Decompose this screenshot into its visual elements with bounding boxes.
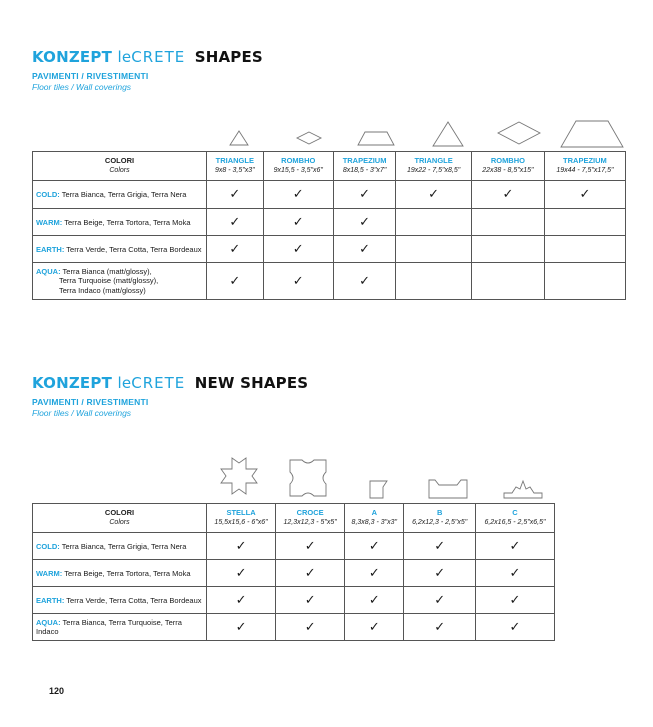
color-list: Terra Verde, Terra Cotta, Terra Bordeaux	[66, 244, 202, 254]
check-cell	[207, 209, 264, 236]
cross-icon	[288, 458, 328, 498]
check-cell	[263, 236, 333, 263]
check-mark-icon: ✓	[434, 538, 446, 554]
color-list: Terra Bianca, Terra Grigia, Terra Nera	[61, 541, 187, 551]
check-mark-icon: ✓	[304, 538, 316, 554]
shape-c-icon	[502, 478, 544, 500]
check-cell	[404, 560, 476, 587]
check-cell	[263, 181, 333, 209]
check-mark-icon: ✓	[368, 565, 380, 581]
check-mark-icon: ✓	[579, 187, 591, 202]
check-mark-icon: ✓	[434, 592, 446, 608]
column-name: ROMBHO	[490, 156, 525, 165]
column-header	[404, 504, 476, 533]
column-size: 8,3x8,3 - 3"x3"	[351, 519, 397, 526]
column-size: 22x38 - 8,5"x15"	[482, 167, 534, 174]
check-cell	[345, 533, 404, 560]
column-name: TRIANGLE	[215, 156, 254, 165]
check-cell	[475, 533, 554, 560]
color-group: EARTH:	[36, 244, 65, 254]
check-cell	[333, 263, 395, 300]
shapes-table	[32, 151, 626, 300]
check-cell	[207, 533, 276, 560]
title-word: NEW SHAPES	[194, 374, 309, 392]
check-cell	[396, 263, 472, 300]
check-mark-icon: ✓	[502, 187, 514, 202]
check-mark-icon: ✓	[235, 619, 247, 635]
brand-crete: CRETE	[131, 374, 186, 392]
check-mark-icon: ✓	[368, 592, 380, 608]
column-header	[544, 152, 625, 181]
section-new-shapes-header	[32, 374, 308, 418]
color-label	[33, 560, 207, 587]
color-group: COLD:	[36, 190, 60, 199]
column-size: 15,5x15,6 - 6"x6"	[214, 519, 268, 526]
check-mark-icon: ✓	[359, 214, 371, 230]
check-cell	[475, 560, 554, 587]
column-header	[207, 152, 264, 181]
check-cell	[207, 560, 276, 587]
brand-name: KONZEPT	[32, 374, 113, 392]
color-list: Terra Beige, Terra Tortora, Terra Moka	[64, 568, 191, 578]
column-name: TRIANGLE	[414, 156, 453, 165]
column-size: 19x44 - 7,5"x17,5"	[556, 167, 614, 174]
check-cell	[276, 614, 345, 641]
color-group: AQUA:	[36, 618, 61, 627]
check-cell	[471, 236, 544, 263]
check-mark-icon: ✓	[304, 619, 316, 635]
color-list: Terra Verde, Terra Cotta, Terra Bordeaux	[66, 595, 202, 605]
check-mark-icon: ✓	[229, 241, 241, 257]
brand-crete: CRETE	[131, 48, 186, 66]
check-mark-icon: ✓	[359, 273, 371, 289]
check-cell	[333, 209, 395, 236]
check-cell	[345, 587, 404, 614]
table-row	[33, 560, 555, 587]
column-size: 9x8 - 3,5"x3"	[215, 167, 255, 174]
column-name: TRAPEZIUM	[342, 156, 387, 165]
check-mark-icon: ✓	[292, 273, 304, 289]
check-cell	[276, 560, 345, 587]
color-group: WARM:	[36, 568, 63, 578]
check-cell	[475, 587, 554, 614]
column-header	[475, 504, 554, 533]
check-mark-icon: ✓	[304, 592, 316, 608]
brand-name: KONZEPT	[32, 48, 113, 66]
check-mark-icon: ✓	[292, 214, 304, 230]
check-cell	[333, 236, 395, 263]
color-label	[33, 236, 207, 263]
shape-b-icon	[427, 478, 469, 500]
color-list: Terra Bianca, Terra Turquoise, Terra Indaco	[36, 618, 182, 636]
check-mark-icon: ✓	[509, 619, 521, 635]
brand-le: le	[117, 48, 132, 66]
check-mark-icon: ✓	[509, 538, 521, 554]
section-title	[32, 48, 263, 66]
header-colori: COLORI	[104, 508, 135, 517]
trapezium-large-icon	[560, 120, 624, 148]
check-mark-icon: ✓	[434, 565, 446, 581]
check-mark-icon: ✓	[509, 592, 521, 608]
check-cell	[276, 533, 345, 560]
color-group: EARTH:	[36, 595, 65, 605]
check-cell	[263, 209, 333, 236]
title-word: SHAPES	[194, 48, 263, 66]
table-row	[33, 209, 626, 236]
color-group: AQUA:	[36, 266, 61, 276]
check-mark-icon: ✓	[428, 187, 440, 202]
color-label	[33, 181, 207, 209]
check-cell	[276, 587, 345, 614]
check-cell	[544, 209, 625, 236]
check-mark-icon: ✓	[359, 187, 371, 202]
color-list: Terra Bianca, Terra Grigia, Terra Nera	[61, 190, 187, 199]
column-size: 12,3x12,3 - 5"x5"	[283, 519, 337, 526]
column-name: C	[512, 508, 518, 517]
check-mark-icon: ✓	[229, 187, 241, 202]
color-list: Terra Indaco (matt/glossy)	[59, 285, 146, 295]
check-mark-icon: ✓	[235, 565, 247, 581]
check-cell	[207, 263, 264, 300]
section-shapes-header	[32, 48, 263, 92]
header-colori: COLORI	[104, 156, 135, 165]
check-cell	[471, 181, 544, 209]
brand-le: le	[117, 374, 132, 392]
check-cell	[471, 263, 544, 300]
column-name: A	[371, 508, 377, 517]
check-mark-icon: ✓	[304, 565, 316, 581]
subtitle-italian: PAVIMENTI / RIVESTIMENTI	[32, 397, 149, 407]
check-mark-icon: ✓	[229, 214, 241, 230]
column-header	[263, 152, 333, 181]
check-cell	[207, 587, 276, 614]
column-name: STELLA	[226, 508, 256, 517]
check-mark-icon: ✓	[368, 538, 380, 554]
subtitle-english: Floor tiles / Wall coverings	[32, 408, 132, 418]
header-colors-cell	[33, 504, 207, 533]
color-group: COLD:	[36, 541, 60, 551]
check-mark-icon: ✓	[235, 538, 247, 554]
check-cell	[404, 533, 476, 560]
color-label	[33, 263, 207, 300]
trapezium-small-icon	[356, 130, 396, 146]
check-cell	[404, 587, 476, 614]
check-cell	[544, 236, 625, 263]
column-size: 6,2x16,5 - 2,5"x6,5"	[484, 519, 546, 526]
page-number: 120	[49, 686, 65, 696]
check-mark-icon: ✓	[292, 187, 304, 202]
check-mark-icon: ✓	[368, 619, 380, 635]
check-cell	[544, 263, 625, 300]
column-size: 9x15,5 - 3,5"x6"	[273, 167, 323, 174]
color-group: WARM:	[36, 217, 63, 227]
check-mark-icon: ✓	[509, 565, 521, 581]
color-label	[33, 587, 207, 614]
check-mark-icon: ✓	[359, 241, 371, 257]
column-size: 19x22 - 7,5"x8,5"	[406, 167, 461, 174]
color-list: Terra Turquoise (matt/glossy),	[59, 275, 159, 285]
check-cell	[404, 614, 476, 641]
rhombus-small-icon	[295, 130, 323, 146]
star-icon	[219, 456, 259, 496]
check-cell	[345, 614, 404, 641]
check-mark-icon: ✓	[292, 241, 304, 257]
column-header	[396, 152, 472, 181]
subtitle-italian: PAVIMENTI / RIVESTIMENTI	[32, 71, 149, 81]
table-header-row	[33, 504, 555, 533]
column-size: 8x18,5 - 3"x7"	[342, 167, 387, 174]
check-cell	[207, 614, 276, 641]
check-cell	[207, 236, 264, 263]
column-header	[345, 504, 404, 533]
table-row	[33, 587, 555, 614]
check-cell	[263, 263, 333, 300]
check-cell	[333, 181, 395, 209]
column-header	[207, 504, 276, 533]
table-row	[33, 236, 626, 263]
triangle-small-icon	[229, 130, 249, 146]
section-title	[32, 374, 308, 392]
table-header-row	[33, 152, 626, 181]
column-name: TRAPEZIUM	[563, 156, 607, 165]
check-mark-icon: ✓	[434, 619, 446, 635]
color-label	[33, 209, 207, 236]
check-cell	[396, 209, 472, 236]
triangle-large-icon	[432, 121, 464, 147]
table-row	[33, 533, 555, 560]
check-cell	[471, 209, 544, 236]
rhombus-large-icon	[497, 121, 541, 145]
color-label	[33, 614, 207, 641]
column-name: B	[436, 508, 443, 517]
new-shapes-table	[32, 503, 555, 641]
check-mark-icon: ✓	[235, 592, 247, 608]
color-list: Terra Bianca (matt/glossy),	[62, 266, 152, 276]
column-name: CROCE	[296, 508, 324, 517]
table-row	[33, 181, 626, 209]
column-header	[471, 152, 544, 181]
table-row	[33, 263, 626, 300]
column-header	[276, 504, 345, 533]
shape-a-icon	[367, 478, 389, 500]
header-colors: Colors	[109, 519, 130, 526]
check-mark-icon: ✓	[229, 273, 241, 289]
check-cell	[396, 181, 472, 209]
check-cell	[207, 181, 264, 209]
check-cell	[396, 236, 472, 263]
color-list: Terra Beige, Terra Tortora, Terra Moka	[64, 217, 191, 227]
table-row	[33, 614, 555, 641]
color-label	[33, 533, 207, 560]
column-name: ROMBHO	[281, 156, 316, 165]
check-cell	[345, 560, 404, 587]
column-header	[333, 152, 395, 181]
subtitle-english: Floor tiles / Wall coverings	[32, 82, 132, 92]
header-colors: Colors	[109, 167, 130, 174]
check-cell	[544, 181, 625, 209]
check-cell	[475, 614, 554, 641]
header-colors-cell	[33, 152, 207, 181]
column-size: 6,2x12,3 - 2,5"x5"	[412, 519, 468, 526]
